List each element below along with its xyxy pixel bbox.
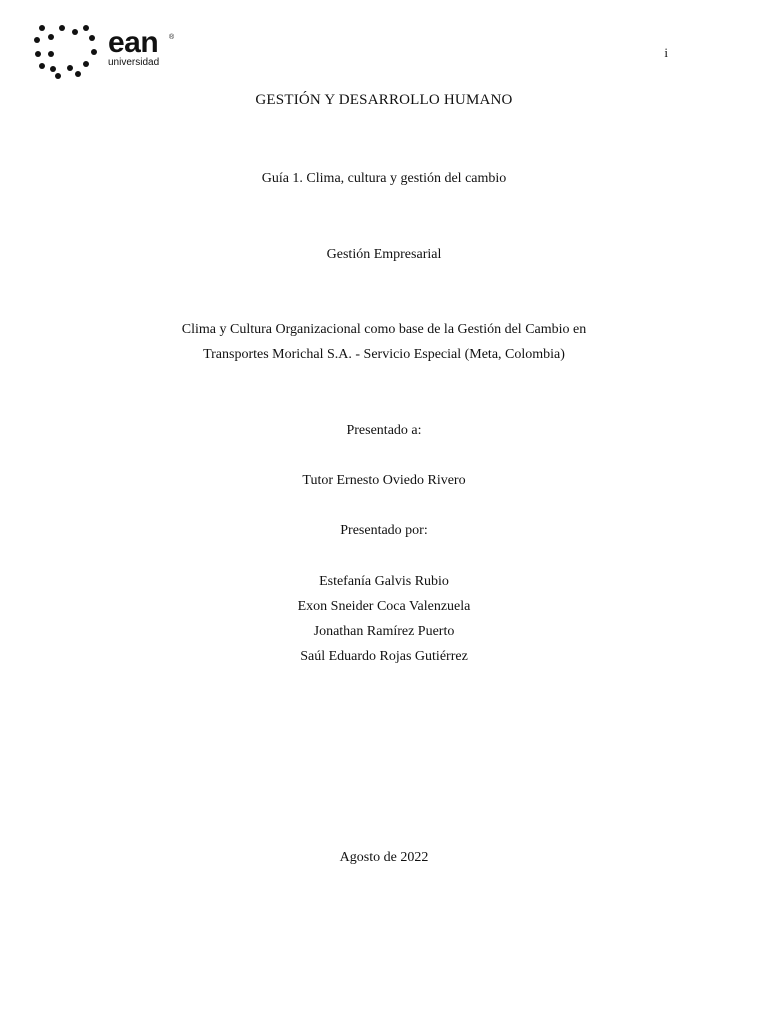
document-date: Agosto de 2022: [339, 850, 429, 865]
guide-line: Guía 1. Clima, cultura y gestión del cambio: [261, 171, 507, 186]
document-title: GESTIÓN Y DESARROLLO HUMANO: [255, 92, 513, 108]
logo-wordmark: ean: [108, 26, 159, 59]
topic-line-2: Transportes Morichal S.A. - Servicio Especial (Meta, Colombia): [203, 347, 565, 362]
presented-to-label: Presentado a:: [346, 423, 422, 438]
author-name: Saúl Eduardo Rojas Gutiérrez: [300, 649, 468, 664]
author-name: Estefanía Galvis Rubio: [319, 574, 449, 589]
presented-by-label: Presentado por:: [340, 523, 428, 538]
logo-subtitle: universidad: [108, 57, 160, 68]
author-name: Jonathan Ramírez Puerto: [313, 624, 455, 639]
ean-logo: [34, 22, 184, 80]
tutor-name: Tutor Ernesto Oviedo Rivero: [302, 473, 466, 488]
ean-dots-mark-icon: [34, 22, 104, 80]
topic-line-1: Clima y Cultura Organizacional como base de la Gestión del Cambio en: [181, 322, 587, 337]
program-line: Gestión Empresarial: [326, 247, 442, 262]
page-number: i: [664, 45, 668, 60]
author-name: Exon Sneider Coca Valenzuela: [297, 599, 471, 614]
logo-registered-mark: ®: [169, 34, 175, 41]
